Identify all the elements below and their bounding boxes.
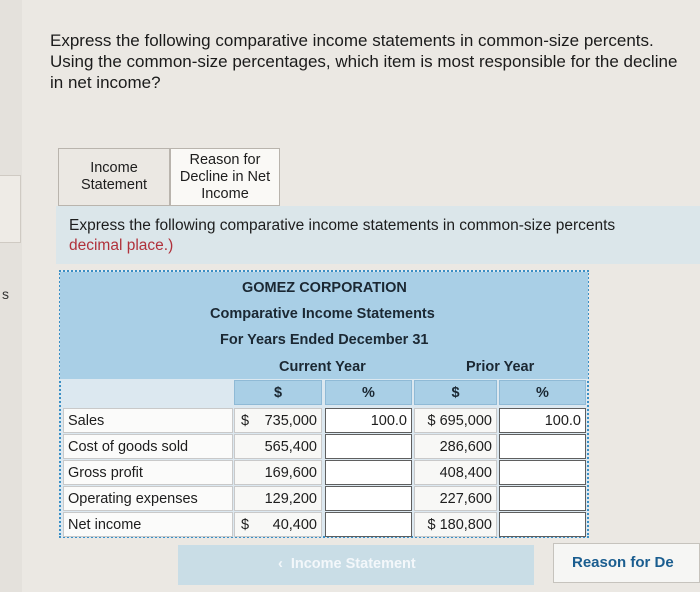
tab-label: Income — [201, 185, 249, 202]
current-year-header: Current Year — [279, 359, 366, 375]
left-panel-edge — [0, 0, 22, 592]
current-percent-input[interactable] — [325, 486, 412, 511]
tab-bar — [58, 148, 280, 206]
table-row-gross-profit — [63, 460, 586, 485]
prior-percent-input[interactable] — [499, 486, 586, 511]
prior-amount: 408,400 — [414, 460, 497, 485]
current-percent-input[interactable] — [325, 512, 412, 537]
current-value: 129,200 — [264, 491, 317, 507]
tab-income-statement[interactable] — [58, 148, 170, 206]
current-value: 565,400 — [264, 439, 317, 455]
prior-amount: 227,600 — [414, 486, 497, 511]
current-amount — [234, 486, 322, 511]
statement-period: For Years Ended December 31 — [220, 332, 429, 348]
prior-percent-header: % — [499, 380, 586, 405]
dollar-sign: $ — [241, 517, 250, 533]
current-dollar-header: $ — [234, 380, 322, 405]
row-label: Operating expenses — [63, 486, 233, 511]
prior-percent-input[interactable] — [499, 434, 586, 459]
instruction-red-text: decimal place.) — [69, 237, 174, 254]
prior-percent-input[interactable]: 100.0 — [499, 408, 586, 433]
prior-percent-input[interactable] — [499, 460, 586, 485]
prior-amount: $ 180,800 — [414, 512, 497, 537]
row-label: Sales — [63, 408, 233, 433]
current-percent-header: % — [325, 380, 412, 405]
row-label: Gross profit — [63, 460, 233, 485]
table-row-cogs — [63, 434, 586, 459]
current-percent-input[interactable] — [325, 434, 412, 459]
tab-label: Income — [90, 160, 138, 176]
current-amount — [234, 460, 322, 485]
current-amount — [234, 434, 322, 459]
prev-label: Income Statement — [290, 556, 416, 572]
dollar-sign: $ — [241, 413, 250, 429]
current-value: 40,400 — [272, 517, 317, 533]
next-button[interactable] — [553, 543, 700, 583]
tab-label: Reason for — [189, 151, 261, 168]
table-row-sales — [63, 408, 586, 433]
instruction-text: Express the following comparative income statements in common-size percents — [69, 217, 616, 234]
current-amount — [234, 408, 322, 433]
prior-amount: $ 695,000 — [414, 408, 497, 433]
next-label: Reason for De — [572, 554, 674, 571]
prior-year-header: Prior Year — [466, 359, 535, 375]
company-name: GOMEZ CORPORATION — [242, 280, 407, 296]
table-row-net-income — [63, 512, 586, 537]
tab-label: Statement — [80, 177, 148, 193]
tab-label: Decline in Net — [179, 168, 271, 185]
prior-dollar-header: $ — [414, 380, 497, 405]
current-value: 735,000 — [264, 413, 317, 429]
left-panel-field — [0, 175, 21, 243]
prev-button-label[interactable] — [278, 556, 416, 572]
question-text — [50, 30, 680, 93]
statement-header — [60, 272, 588, 379]
question-line-2: Using the common-size percentages, which item is most responsible for the decline in net income? — [50, 52, 678, 92]
prior-percent-input[interactable] — [499, 512, 586, 537]
question-line-1: Express the following comparative income statements in common-size percents. — [50, 31, 654, 50]
column-header-row — [63, 380, 586, 405]
statement-title: Comparative Income Statements — [210, 306, 435, 322]
tab-reason-for-decline[interactable] — [170, 148, 280, 206]
row-label: Net income — [63, 512, 233, 537]
prior-amount: 286,600 — [414, 434, 497, 459]
current-percent-input[interactable] — [325, 460, 412, 485]
current-amount — [234, 512, 322, 537]
table-row-operating-expenses — [63, 486, 586, 511]
current-value: 169,600 — [264, 465, 317, 481]
instruction-box — [56, 206, 700, 264]
row-label: Cost of goods sold — [63, 434, 233, 459]
current-percent-input[interactable]: 100.0 — [325, 408, 412, 433]
chevron-left-icon: ‹ — [278, 556, 283, 572]
left-panel-letter: s — [2, 286, 9, 302]
